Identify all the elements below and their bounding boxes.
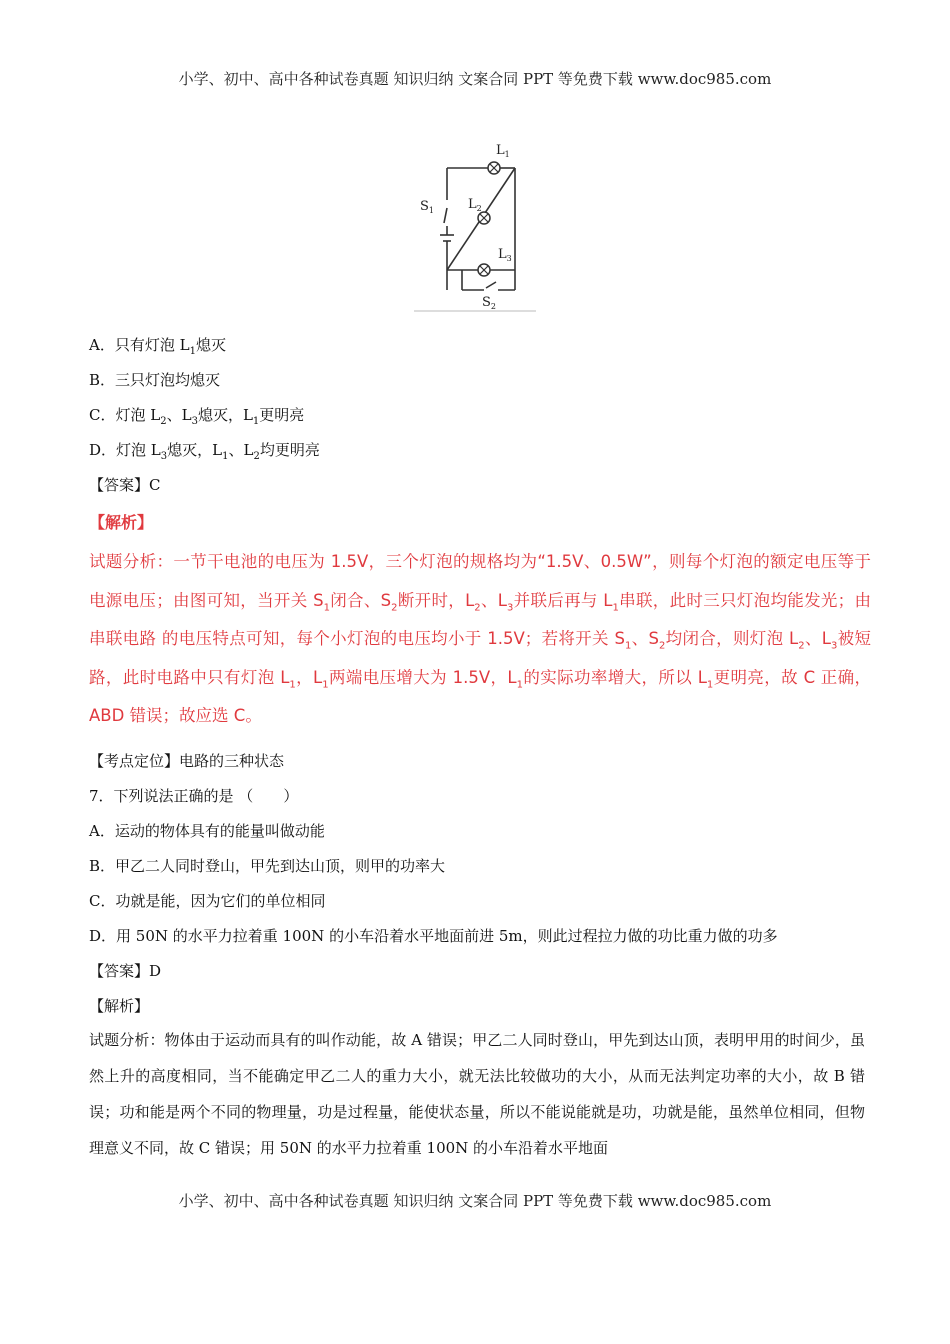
page-header: 小学、初中、高中各种试卷真题 知识归纳 文案合同 PPT 等免费下载 www.doc985.com xyxy=(178,70,772,88)
q6-analysis-text: 试题分析：一节干电池的电压为 1.5V，三个灯泡的规格均为“1.5V、0.5W”，则每个灯泡的额定电压等于电源电压；由图可知，当开关 $S_1$闭合、$S_2$断开时，$L_2$、$L_3$并联后再与 $L_1$串联，此时三只灯泡均能发光；由串联电路 的电压特点可知，每个小灯泡的电压均小于 1.5V；若将开关 $S_1$、$S_2$均闭合，则灯泡 $L_2$、$L_3$被短路，此时电路中只有灯泡 $L_1$，$L_1$两端电压增大为 1.5V，$L_1$的实际功率增大，所以 $L_1$更明亮，故 C 正确，ABD 错误；故应选 C。 xyxy=(89,552,872,726)
q6-analysis-heading: 【解析】 xyxy=(89,513,154,532)
q7-option-a: A．运动的物体具有的能量叫做动能 xyxy=(89,822,325,840)
q7-analysis-heading: 【解析】 xyxy=(89,997,150,1015)
page-footer: 小学、初中、高中各种试卷真题 知识归纳 文案合同 PPT 等免费下载 www.doc985.com xyxy=(178,1192,772,1210)
q7-option-c: C．功就是能，因为它们的单位相同 xyxy=(89,892,326,910)
q6-analysis-block xyxy=(89,510,871,736)
q6-answer: 【答案】C xyxy=(89,476,161,494)
label-l2: $L_2$ xyxy=(468,197,482,213)
q6-kaodian: 【考点定位】电路的三种状态 xyxy=(89,752,285,770)
q6-option-d: D．灯泡 $L_3$熄灭，$L_1$、$L_2$均更明亮 xyxy=(89,441,320,462)
q7-option-d: D．用 50N 的水平力拉着重 100N 的小车沿着水平地面前进 5m，则此过程拉力做的功比重力做的功多 xyxy=(89,927,778,945)
q7-answer: 【答案】D xyxy=(89,962,162,980)
q7-stem: 7．下列说法正确的是 （ ） xyxy=(89,787,299,805)
label-l1: $L_1$ xyxy=(496,143,510,159)
label-l3: $L_3$ xyxy=(498,247,512,263)
label-s2: $S_2$ xyxy=(482,295,496,311)
q6-option-a: A．只有灯泡 $L_1$熄灭 xyxy=(89,336,226,357)
q7-analysis-text: 试题分析：物体由于运动而具有的叫作动能，故 A 错误；甲乙二人同时登山，甲先到达山顶，表明甲用的时间少，虽然上升的高度相同，当不能确定甲乙二人的重力大小，就无法比较做功的大小，从而无法判定功率的大小，故 B 错误；功和能是两个不同的物理量，功是过程量，能使状态量，所以不能说能就是功，功就是能，虽然单位相同，但物理意义不同，故 C 错误；用 50N 的水平力拉着重 100N 的小车沿着水平地面 xyxy=(89,1031,865,1157)
q6-option-b: B．三只灯泡均熄灭 xyxy=(89,371,221,389)
circuit-diagram xyxy=(414,138,536,313)
q7-option-b: B．甲乙二人同时登山，甲先到达山顶，则甲的功率大 xyxy=(89,857,446,875)
label-s1: $S_1$ xyxy=(420,199,434,215)
q6-option-c: C．灯泡 $L_2$、$L_3$熄灭，$L_1$更明亮 xyxy=(89,406,305,427)
